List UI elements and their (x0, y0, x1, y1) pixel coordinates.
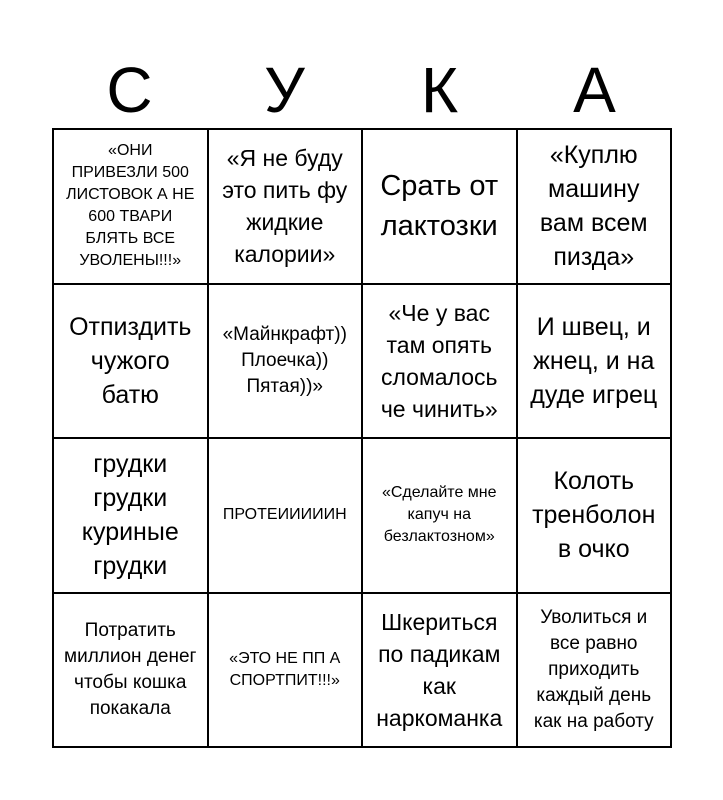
bingo-cell-text: Отпиздить чужого батю (69, 312, 192, 409)
bingo-cell-r3c4[interactable] (518, 439, 673, 594)
bingo-cell-text: Срать от лактозки (380, 170, 499, 243)
bingo-cell-text: Уволиться и все равно приходить каждый день как на работу (533, 606, 654, 732)
bingo-cell-r1c3[interactable] (363, 130, 518, 285)
bingo-cell-r3c2[interactable] (209, 439, 364, 594)
bingo-cell-text: грудки грудки куриные грудки (81, 450, 179, 581)
bingo-cell-r4c4[interactable] (518, 594, 673, 749)
bingo-cell-text: «ЭТО НЕ ПП А СПОРТПИТ!!!» (229, 649, 341, 689)
bingo-cell-r2c3[interactable] (363, 285, 518, 440)
bingo-cell-text: «Куплю машину вам всем пизда» (539, 141, 648, 272)
bingo-cell-text: Колоть тренболон в очко (532, 467, 656, 564)
bingo-board (52, 128, 672, 748)
bingo-cell-r2c4[interactable] (518, 285, 673, 440)
bingo-cell-text: Шкериться по падикам как наркоманка (376, 608, 503, 731)
title-letter-2: У (264, 54, 305, 126)
bingo-cell-r4c2[interactable] (209, 594, 364, 749)
bingo-cell-r2c1[interactable] (54, 285, 209, 440)
bingo-cell-text: Потратить миллион денег чтобы кошка покакала (64, 619, 197, 719)
bingo-cell-text: ПРОТЕИИИИИН (222, 506, 347, 524)
bingo-cell-text: «Че у вас там опять сломалось че чинить» (380, 299, 498, 422)
bingo-cell-r3c3[interactable] (363, 439, 518, 594)
bingo-cell-text: И швец, и жнец, и на дуде игрец (530, 312, 658, 409)
bingo-cell-r3c1[interactable] (54, 439, 209, 594)
bingo-cell-r4c3[interactable] (363, 594, 518, 749)
bingo-cell-text: «ОНИ ПРИВЕЗЛИ 500 ЛИСТОВОК А НЕ 600 ТВАРИ БЛЯТЬ ВСЕ УВОЛЕНЫ!!!» (66, 142, 195, 270)
title-letter-3: К (420, 54, 459, 126)
bingo-cell-r1c4[interactable] (518, 130, 673, 285)
title-letter-1: С (106, 54, 153, 126)
bingo-title (52, 52, 672, 128)
bingo-cell-r1c2[interactable] (209, 130, 364, 285)
bingo-cell-text: «Сделайте мне капуч на безлактозном» (381, 484, 497, 546)
bingo-cell-text: «Я не буду это пить фу жидкие калории» (222, 145, 348, 268)
title-letter-4: А (573, 54, 616, 126)
bingo-cell-r2c2[interactable] (209, 285, 364, 440)
bingo-cell-r1c1[interactable] (54, 130, 209, 285)
bingo-cell-r4c1[interactable] (54, 594, 209, 749)
bingo-cell-text: «Майнкрафт)) Плоечка)) Пятая))» (222, 323, 347, 397)
